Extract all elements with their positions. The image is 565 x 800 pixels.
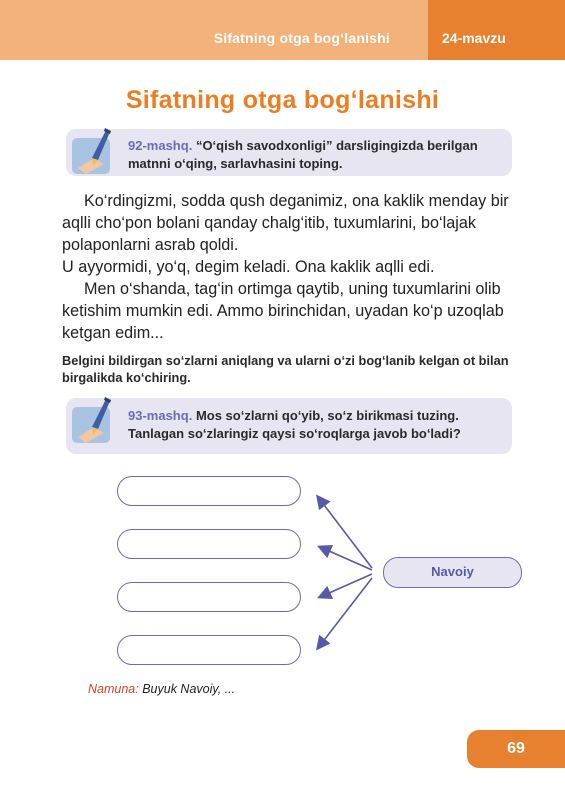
exercise-93-instruction: Mos so‘zlarni qo‘yib, so‘z birikmasi tuzing. Tanlagan so‘zlaringiz qaysi so‘roqlarga javob bo‘ladi? [128,408,461,441]
answer-slot-3[interactable] [117,582,301,612]
answer-slot-2[interactable] [117,529,301,559]
task-instruction: Belgini bildirgan so‘zlarni aniqlang va ularni o‘zi bog‘lanib kelgan ot bilan birgalikda ko‘chiring. [62,353,509,385]
exercise-93-number: 93-mashq. [128,408,193,423]
exercise-92-number: 92-mashq. [128,138,193,153]
center-word-box: Navoiy [383,557,522,588]
header-topic-label: 24-mavzu [442,30,506,46]
passage-paragraph: Ko‘rdingizmi, sodda qush deganimiz, ona kaklik menday bir aqlli cho‘pon bolani qanday chalg‘itib, tuxumlarini, bo‘lajak polaponlarni asrab qoldi. [62,192,509,254]
page-title: Sifatning otga bog‘lanishi [125,86,440,114]
arrow-to-slot-4 [318,578,372,648]
exercise-92-instruction: “O‘qish savodxonligi” darsligingizda berilgan matnni o‘qing, sarlavhasini toping. [128,138,478,171]
answer-slot-1[interactable] [117,476,301,506]
sample-line [88,682,235,696]
passage-paragraph: U ayyormidi, yo‘q, degim keladi. Ona kaklik aqlli edi. [62,258,435,276]
header-title: Sifatning otga bog‘lanishi [213,30,390,46]
answer-slot-4[interactable] [117,635,301,665]
arrow-to-slot-3 [320,574,372,597]
passage-paragraph: Men o‘shanda, tag‘in ortimga qaytib, uning tuxumlarini olib ketishim mumkin edi. Ammo birinchidan, uyadan ko‘p uzoqlab ketgan edim... [62,280,504,342]
page-number: 69 [467,730,565,768]
sample-text: Buyuk Navoiy, ... [142,682,236,696]
sample-label: Namuna: [88,682,139,696]
